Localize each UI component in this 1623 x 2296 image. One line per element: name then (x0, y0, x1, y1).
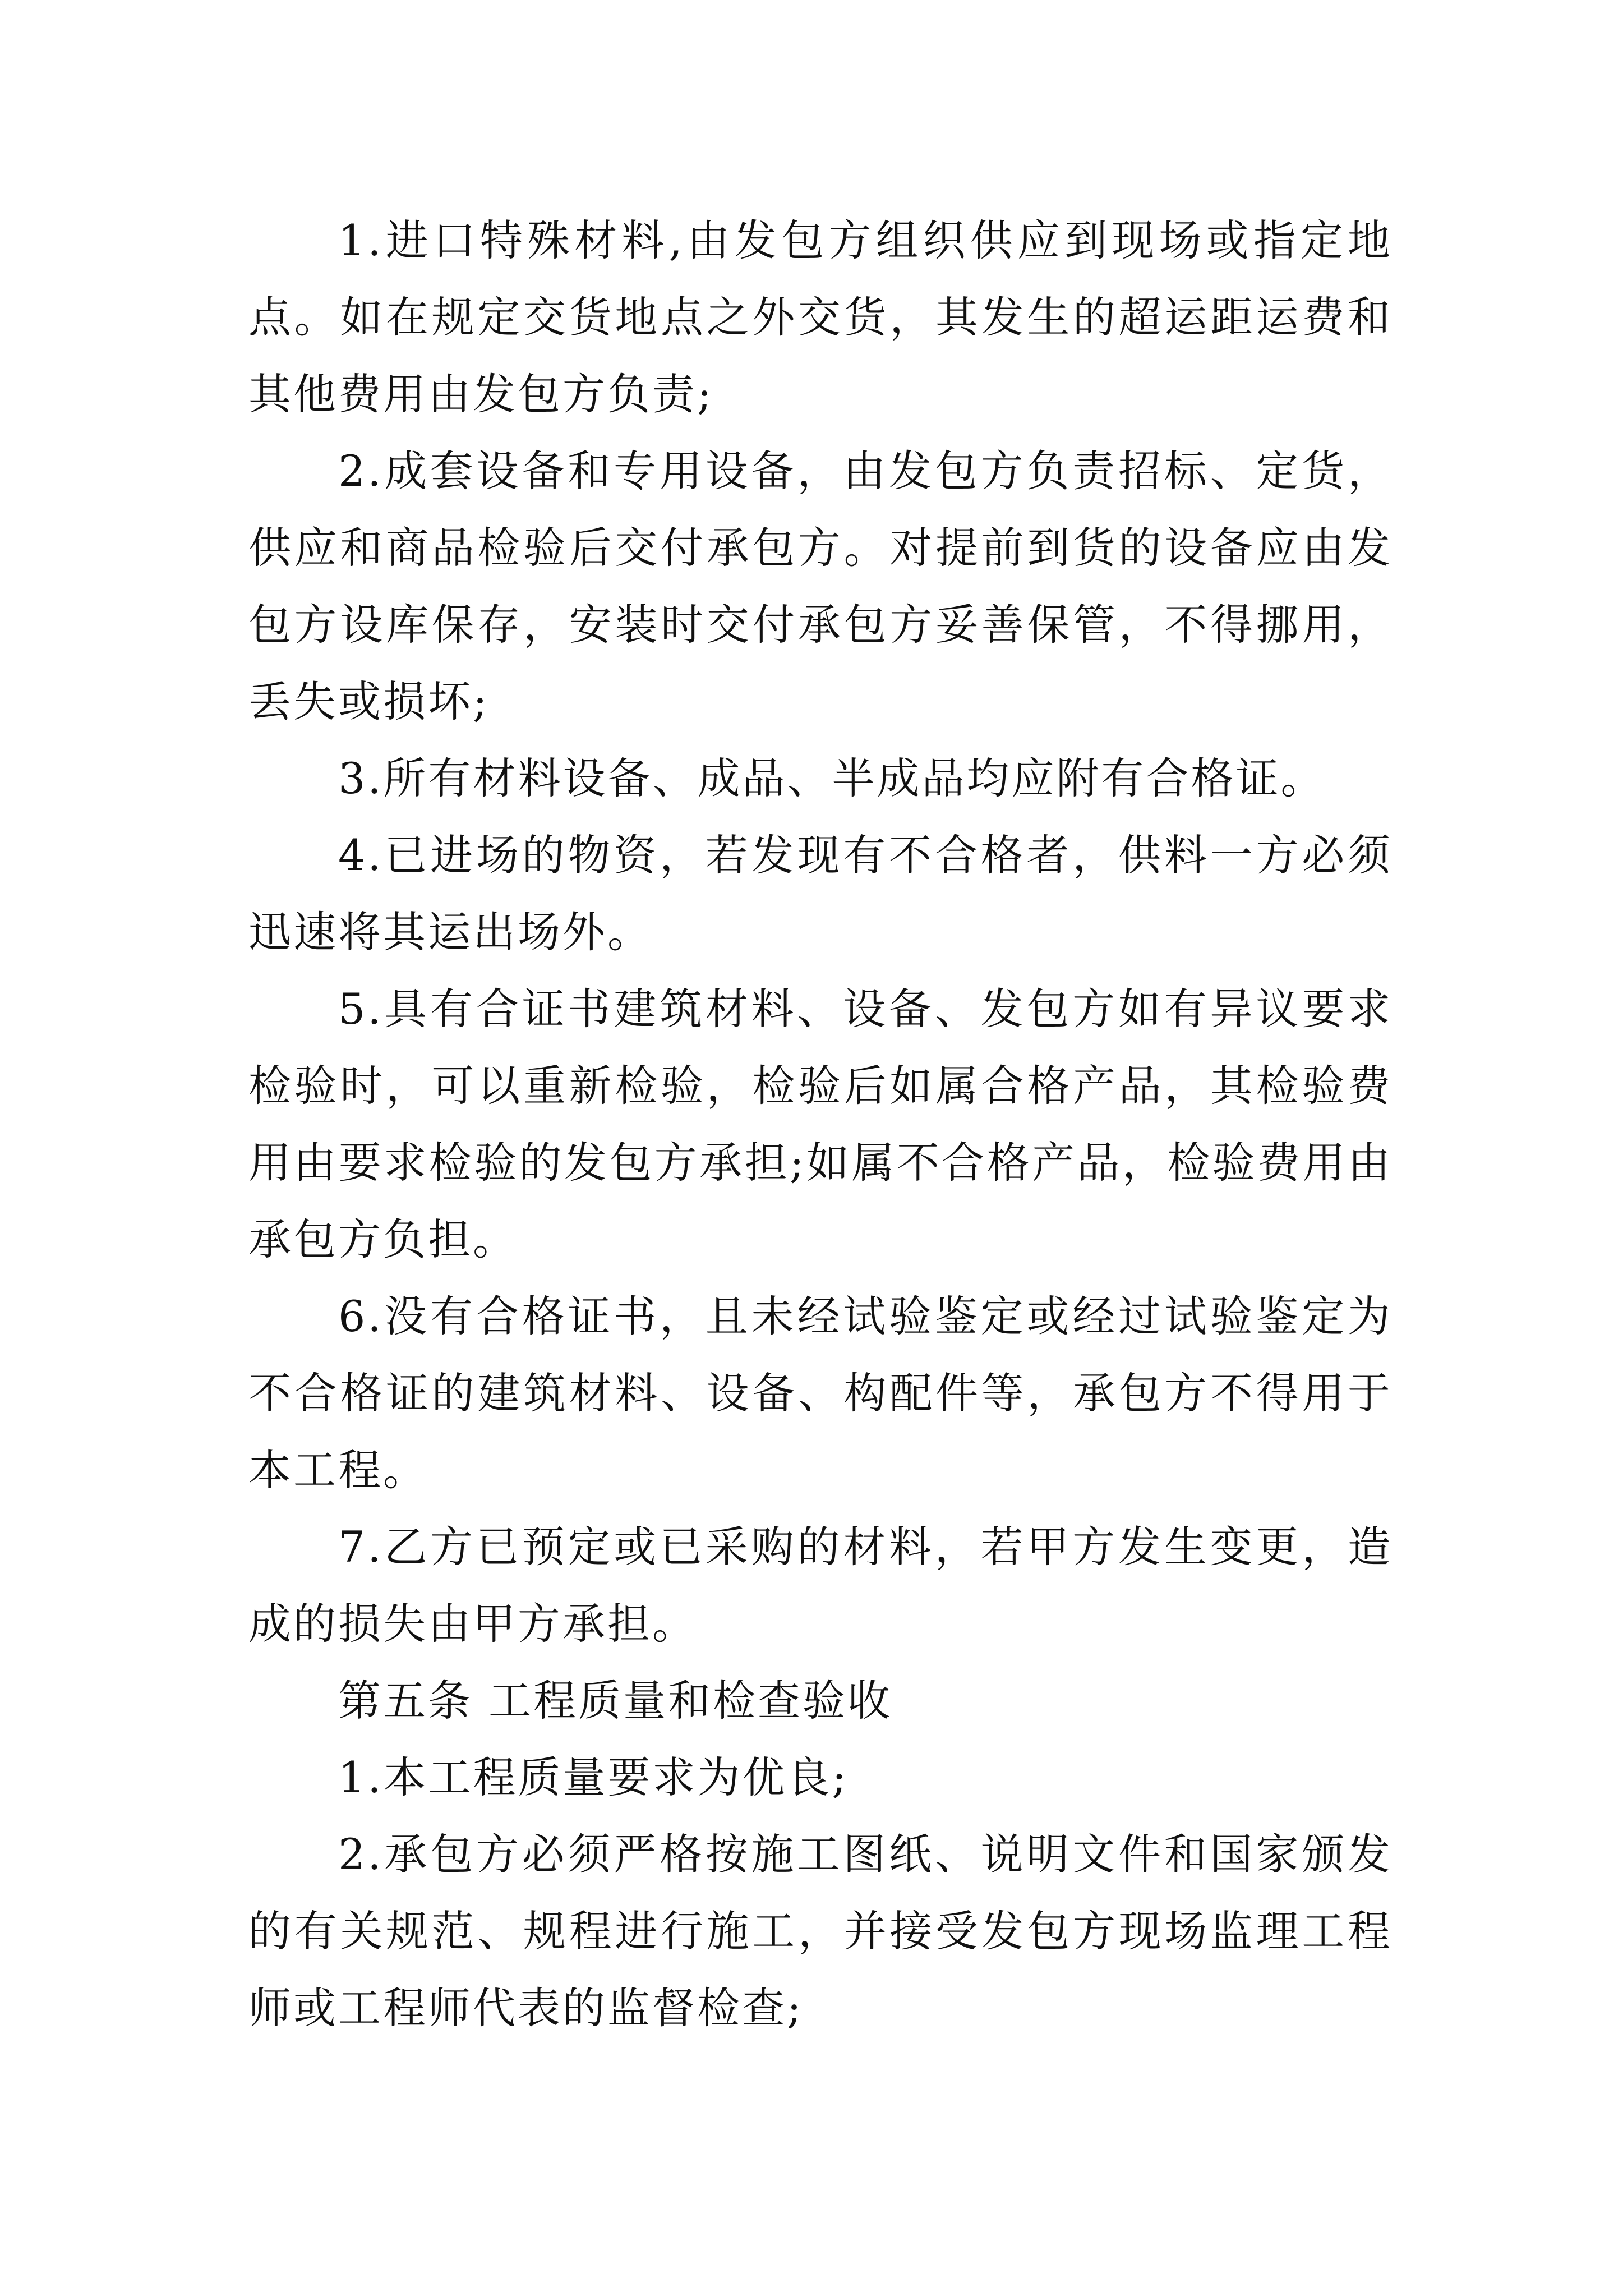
paragraph-reinspection: 5.具有合证书建筑材料、设备、发包方如有异议要求检验时，可以重新检验，检验后如属合格产品，其检验费用由要求检验的发包方承担;如属不合格产品，检验费用由承包方负担。 (248, 984, 1393, 1264)
paragraph-equipment-supply: 2.成套设备和专用设备，由发包方负责招标、定货，供应和商品检验后交付承包方。对提前到货的设备应由发包方设库保存，安装时交付承包方妥善保管，不得挪用，丢失或损坏; (248, 446, 1393, 726)
section-heading-quality-inspection: 第五条 工程质量和检查验收 (338, 1676, 893, 1726)
paragraph-material-supply-imported: 1.进口特殊材料,由发包方组织供应到现场或指定地点。如在规定交货地点之外交货，其发生的超运距运费和其他费用由发包方负责; (248, 215, 1393, 419)
paragraph-no-certificate: 6.没有合格证书，且未经试验鉴定或经过试验鉴定为不合格证的建筑材料、设备、构配件等，承包方不得用于本工程。 (248, 1291, 1393, 1495)
paragraph-construction-compliance: 2.承包方必须严格按施工图纸、说明文件和国家颁发的有关规范、规程进行施工，并接受发包方现场监理工程师或工程师代表的监督检查; (248, 1829, 1393, 2033)
paragraph-change-loss: 7.乙方已预定或已采购的材料，若甲方发生变更，造成的损失由甲方承担。 (248, 1522, 1393, 1649)
paragraph-quality-requirement: 1.本工程质量要求为优良; (338, 1752, 849, 1802)
document-body (248, 202, 1393, 2046)
paragraph-unqualified-materials: 4.已进场的物资，若发现有不合格者，供料一方必须迅速将其运出场外。 (248, 830, 1393, 957)
paragraph-certificates: 3.所有材料设备、成品、半成品均应附有合格证。 (338, 753, 1326, 803)
